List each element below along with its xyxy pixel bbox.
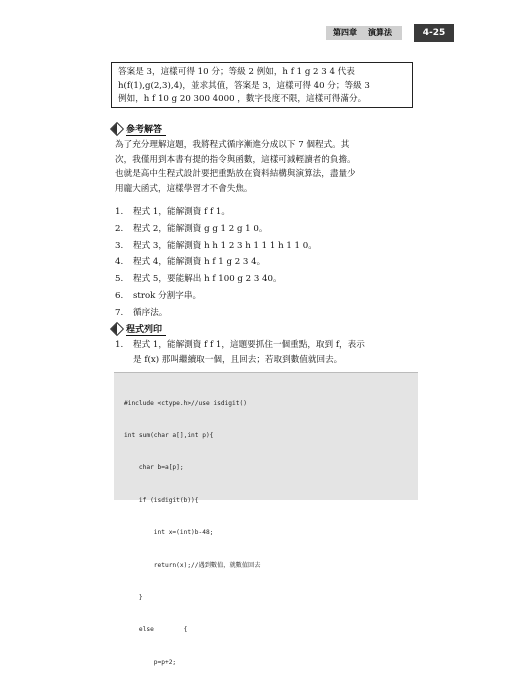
code-line: int sum(char a[],int p){ [124, 431, 214, 439]
item-text: 是 f(x) 那叫繼續取一個，且回去；若取到數值就回去。 [133, 354, 343, 365]
running-header [326, 26, 402, 40]
section-title: 程式列印 [126, 322, 166, 336]
page-number: 4-25 [414, 24, 454, 42]
code-line: p=p+2; [124, 658, 177, 666]
list-item: 2. 程式 2，能解測資 g g 1 2 g 1 0。 [115, 223, 268, 234]
listing-item [115, 338, 415, 367]
paragraph-line: 次，我僅用到本書有提的指令與函數，這樣可減輕讀者的負擔。 [115, 154, 356, 165]
item-text: 程式 1，能解測資 f f 1，這題要抓住一個重點，取到 f，表示 [133, 340, 365, 350]
list-item: 5. 程式 5，要能解出 h f 100 g 2 3 40。 [115, 274, 282, 285]
code-line: return(x);//遇到數值，就數值回去 [124, 561, 261, 569]
list-item: 1. 程式 1，能解測資 f f 1。 [115, 207, 230, 217]
box-line: 例如，h f 10 g 20 300 4000 ，數字長度不限，這樣可得滿分。 [118, 94, 367, 104]
list-item: 6. strok 分割字串。 [115, 290, 202, 301]
list-item: 4. 程式 4，能解測資 h f 1 g 2 3 4。 [115, 257, 266, 268]
problem-box [111, 62, 413, 108]
chapter-label: 第四章 [326, 26, 364, 40]
list-item: 3. 程式 3，能解測資 h h 1 2 3 h 1 1 1 h 1 1 0。 [115, 240, 317, 251]
section-heading-answer [112, 122, 166, 136]
topic-label: 演算法 [364, 26, 402, 40]
code-line: int x=(int)b-48; [124, 529, 214, 537]
bullet-icon [110, 322, 124, 336]
intro-paragraph [115, 138, 415, 196]
paragraph-line: 為了充分理解這題，我將程式循序漸進分成以下 7 個程式。其 [115, 140, 350, 150]
code-block [114, 372, 418, 666]
code-line: } [124, 593, 143, 601]
bullet-icon [110, 122, 124, 136]
section-title: 參考解答 [126, 122, 166, 136]
paragraph-line: 也就是高中生程式設計要把重點放在資料結構與演算法，盡量少 [115, 169, 356, 180]
code-line: char b=a[p]; [124, 464, 184, 472]
box-line: 答案是 3，這樣可得 10 分；等級 2 例如，h f 1 g 2 3 4 代表 [118, 67, 355, 77]
program-list [115, 204, 415, 322]
list-item: 7. 循序法。 [115, 307, 168, 318]
code-line: #include <ctype.h>//use isdigit() [124, 399, 247, 407]
section-heading-listing [112, 322, 166, 336]
code-line: if (isdigit(b)){ [124, 496, 199, 504]
paragraph-line: 用龐大函式，這樣學習才不會失焦。 [115, 183, 253, 194]
item-number: 1. [115, 340, 124, 350]
box-line: h(f(1),g(2,3),4)，並求其值，答案是 3，這樣可得 40 分；等級 3 [118, 80, 370, 91]
code-line: else { [124, 626, 188, 634]
